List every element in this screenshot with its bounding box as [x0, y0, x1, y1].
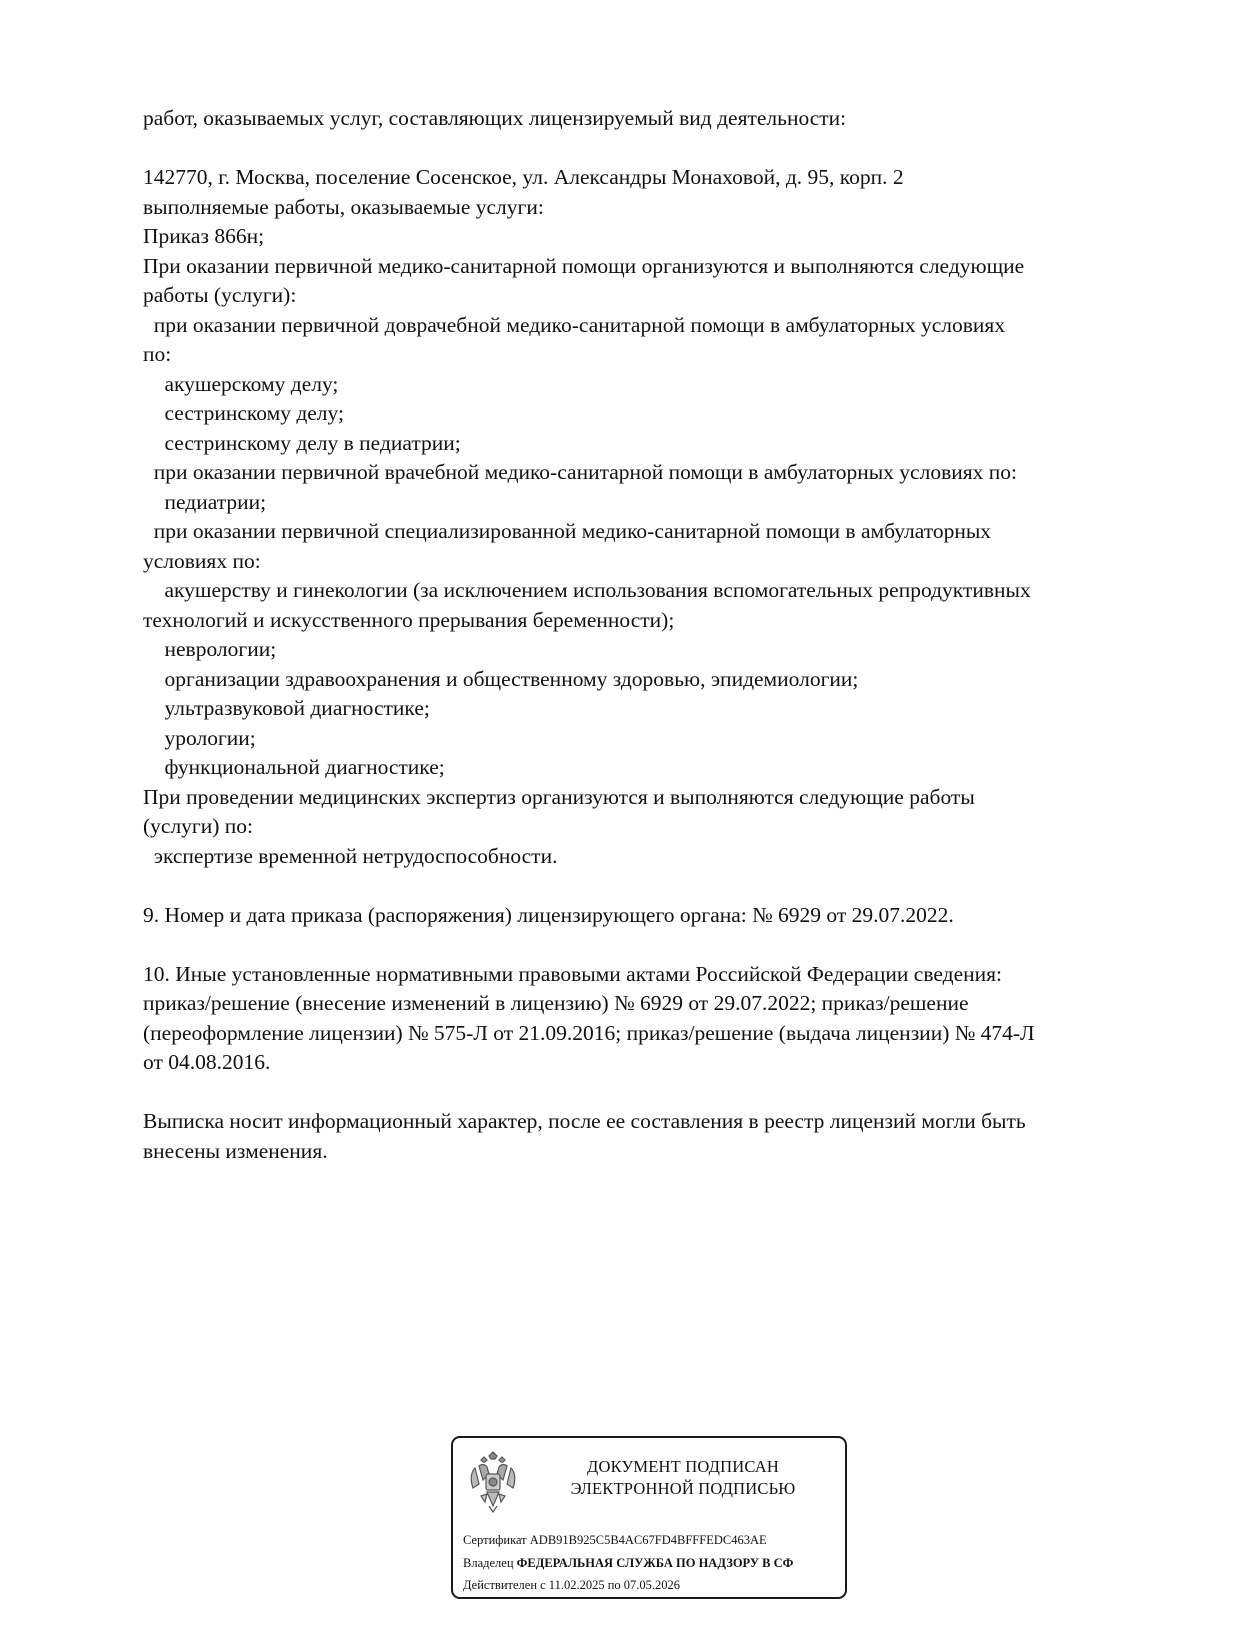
document-line: технологий и искусственного прерывания беременности); [143, 607, 675, 632]
document-line: акушерству и гинекологии (за исключением использования вспомогательных репродуктивных [143, 578, 1031, 602]
document-line: Выписка носит информационный характер, после ее составления в реестр лицензий могли быть [143, 1109, 1026, 1133]
document-line: При проведении медицинских экспертиз организуются и выполняются следующие работы [143, 784, 975, 809]
electronic-signature-stamp [451, 1436, 847, 1599]
stamp-owner-row [463, 1555, 793, 1571]
document-line: акушерскому делу; [143, 371, 339, 396]
document-line: условиях по: [143, 548, 261, 573]
owner-value: ФЕДЕРАЛЬНАЯ СЛУЖБА ПО НАДЗОРУ В СФ [516, 1556, 794, 1570]
owner-label: Владелец [463, 1556, 514, 1570]
document-line: (услуги) по: [143, 814, 254, 838]
certificate-label: Сертификат [463, 1533, 527, 1547]
document-line: Приказ 866н; [143, 224, 265, 248]
stamp-validity-row: Действителен с 11.02.2025 по 07.05.2026 [463, 1578, 681, 1592]
document-line: (переоформление лицензии) № 575-Л от 21.09.2016; приказ/решение (выдача лицензии) № 474-Л [143, 1020, 1035, 1045]
document-line: при оказании первичной доврачебной медико-санитарной помощи в амбулаторных условиях [143, 312, 1006, 337]
document-line: неврологии; [143, 637, 277, 661]
document-line [143, 134, 1163, 164]
document-line: 9. Номер и дата приказа (распоряжения) лицензирующего органа: № 6929 от 29.07.2022. [143, 902, 954, 927]
document-body [143, 104, 1163, 1166]
document-line: работы (услуги): [143, 283, 297, 307]
document-line: работ, оказываемых услуг, составляющих лицензируемый вид деятельности: [143, 106, 847, 130]
document-line: При оказании первичной медико-санитарной помощи организуются и выполняются следующие [143, 253, 1025, 278]
stamp-title-line1: ДОКУМЕНТ ПОДПИСАН [587, 1457, 779, 1476]
document-line: 10. Иные установленные нормативными правовыми актами Российской Федерации сведения: [143, 961, 1002, 986]
document-line: приказ/решение (внесение изменений в лицензию) № 6929 от 29.07.2022; приказ/решение [143, 991, 969, 1015]
document-line: по: [143, 342, 172, 366]
stamp-title-line2: ЭЛЕКТРОННОЙ ПОДПИСЬЮ [570, 1479, 796, 1498]
document-line: организации здравоохранения и общественному здоровью, эпидемиологии; [143, 666, 859, 691]
document-line: от 04.08.2016. [143, 1050, 271, 1074]
document-line [143, 930, 1163, 960]
document-line: экспертизе временной нетрудоспособности. [143, 843, 558, 868]
document-line [143, 871, 1163, 901]
document-line: педиатрии; [143, 489, 267, 514]
document-line: внесены изменения. [143, 1138, 328, 1163]
document-line: выполняемые работы, оказываемые услуги: [143, 194, 544, 219]
certificate-value: ADB91B925C5B4AC67FD4BFFFEDC463AE [529, 1533, 767, 1547]
document-line: сестринскому делу; [143, 401, 344, 425]
double-headed-eagle-emblem-icon [467, 1450, 519, 1514]
document-line: при оказании первичной врачебной медико-санитарной помощи в амбулаторных условиях по: [143, 460, 1017, 484]
document-line: ультразвуковой диагностике; [143, 696, 430, 720]
document-line: при оказании первичной специализированной медико-санитарной помощи в амбулаторных [143, 519, 992, 543]
document-line: функциональной диагностике; [143, 755, 445, 779]
stamp-certificate-row [463, 1532, 767, 1548]
document-line [143, 1078, 1163, 1108]
document-line: сестринскому делу в педиатрии; [143, 430, 461, 455]
stamp-title [533, 1456, 833, 1500]
document-line: 142770, г. Москва, поселение Сосенское, ул. Александры Монаховой, д. 95, корп. 2 [143, 165, 904, 189]
document-line: урологии; [143, 725, 256, 750]
